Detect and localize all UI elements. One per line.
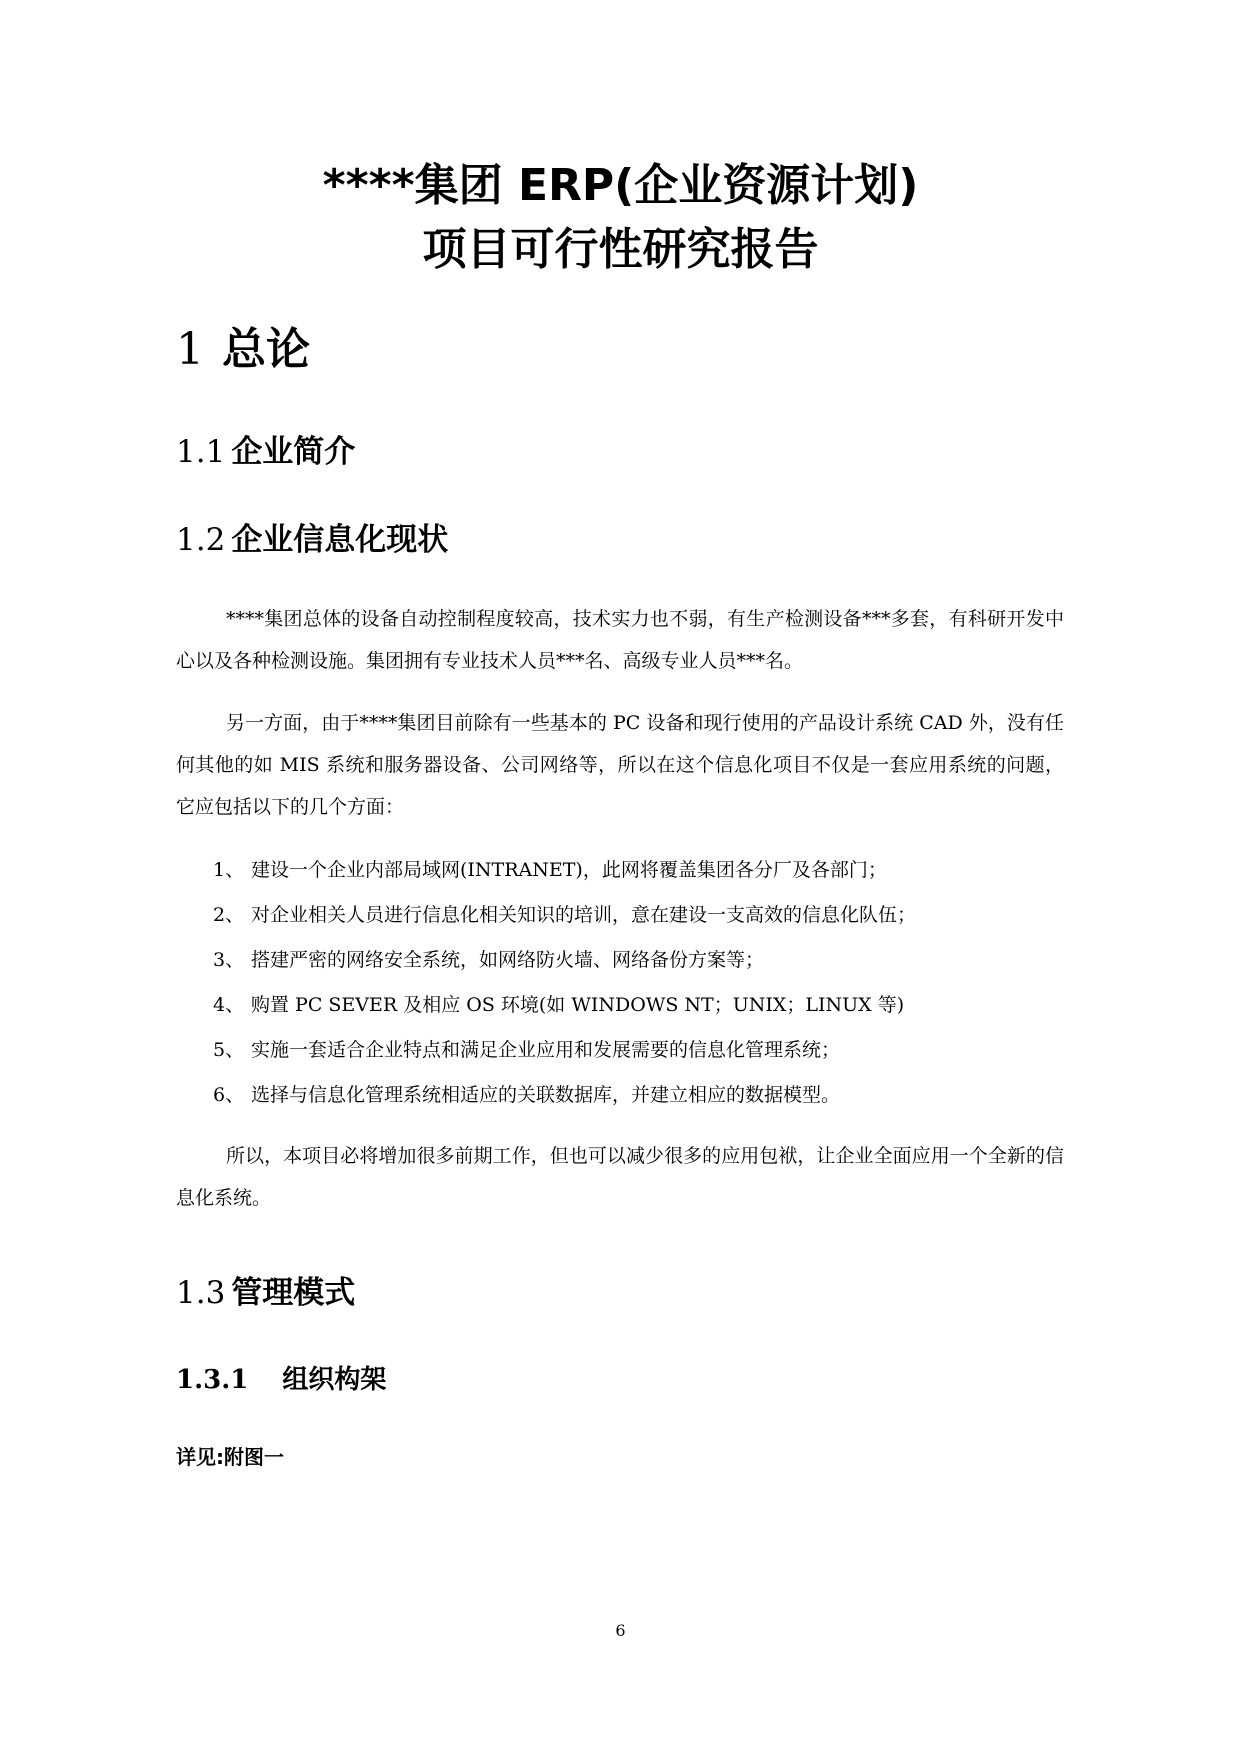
paragraph-equipment bbox=[176, 598, 1064, 682]
list-text: 建设一个企业内部局域网(INTRANET)，此网将覆盖集团各分厂及各部门； bbox=[251, 859, 887, 881]
list-index: 1、 bbox=[213, 859, 245, 881]
paragraph-text: 所以，本项目必将增加很多前期工作，但也可以减少很多的应用包袱，让企业全面应用一个全新的信息化系统。 bbox=[176, 1145, 1064, 1209]
section-title: 企业简介 bbox=[231, 434, 356, 470]
section-heading-1-1 bbox=[176, 432, 355, 472]
list-index: 5、 bbox=[213, 1039, 245, 1061]
chapter-title: 总论 bbox=[222, 324, 310, 375]
document-title-line1: ****集团 ERP(企业资源计划) bbox=[322, 160, 919, 211]
section-title: 企业信息化现状 bbox=[231, 522, 449, 558]
list-index: 2、 bbox=[213, 904, 245, 926]
page-number: 6 bbox=[615, 1621, 626, 1640]
list-item bbox=[213, 1073, 1073, 1118]
section-number: 1.3 bbox=[176, 1275, 226, 1311]
list-text: 实施一套适合企业特点和满足企业应用和发展需要的信息化管理系统； bbox=[251, 1039, 841, 1061]
list-text: 选择与信息化管理系统相适应的关联数据库，并建立相应的数据模型。 bbox=[251, 1084, 841, 1106]
list-text: 对企业相关人员进行信息化相关知识的培训，意在建设一支高效的信息化队伍； bbox=[251, 904, 917, 926]
section-number: 1.1 bbox=[176, 434, 226, 470]
chapter-number: 1 bbox=[176, 324, 204, 375]
section-number: 1.2 bbox=[176, 522, 226, 558]
list-item bbox=[213, 938, 1073, 983]
section-title: 管理模式 bbox=[231, 1275, 356, 1311]
list-item bbox=[213, 893, 1073, 938]
appendix-note: 详见:附图一 bbox=[176, 1445, 284, 1469]
subsection-heading-1-3-1 bbox=[176, 1363, 386, 1397]
paragraph-text: 另一方面，由于****集团目前除有一些基本的 PC 设备和现行使用的产品设计系统 CAD 外，没有任何其他的如 MIS 系统和服务器设备、公司网络等，所以在这个信息化项目不仅是一套应用系统的问题，它应包括以下的几个方面： bbox=[176, 712, 1064, 818]
list-item bbox=[213, 983, 1073, 1028]
document-title-line2: 项目可行性研究报告 bbox=[422, 224, 819, 275]
paragraph-conclusion bbox=[176, 1135, 1064, 1219]
paragraph-current-state bbox=[176, 702, 1064, 828]
list-text: 搭建严密的网络安全系统，如网络防火墙、网络备份方案等； bbox=[251, 949, 765, 971]
section-heading-1-3 bbox=[176, 1273, 355, 1313]
subsection-number: 1.3.1 bbox=[176, 1365, 249, 1395]
section-heading-1-2 bbox=[176, 520, 448, 560]
chapter-heading bbox=[176, 322, 310, 378]
subsection-title: 组织构架 bbox=[282, 1365, 387, 1395]
requirements-list bbox=[213, 848, 1073, 1118]
list-item bbox=[213, 848, 1073, 893]
list-index: 6、 bbox=[213, 1084, 245, 1106]
list-index: 4、 bbox=[213, 994, 245, 1016]
list-index: 3、 bbox=[213, 949, 245, 971]
paragraph-text: ****集团总体的设备自动控制程度较高，技术实力也不弱，有生产检测设备***多套，有科研开发中心以及各种检测设施。集团拥有专业技术人员***名、高级专业人员***名。 bbox=[176, 608, 1064, 672]
list-text: 购置 PC SEVER 及相应 OS 环境(如 WINDOWS NT；UNIX；LINUX 等) bbox=[251, 994, 905, 1016]
list-item bbox=[213, 1028, 1073, 1073]
